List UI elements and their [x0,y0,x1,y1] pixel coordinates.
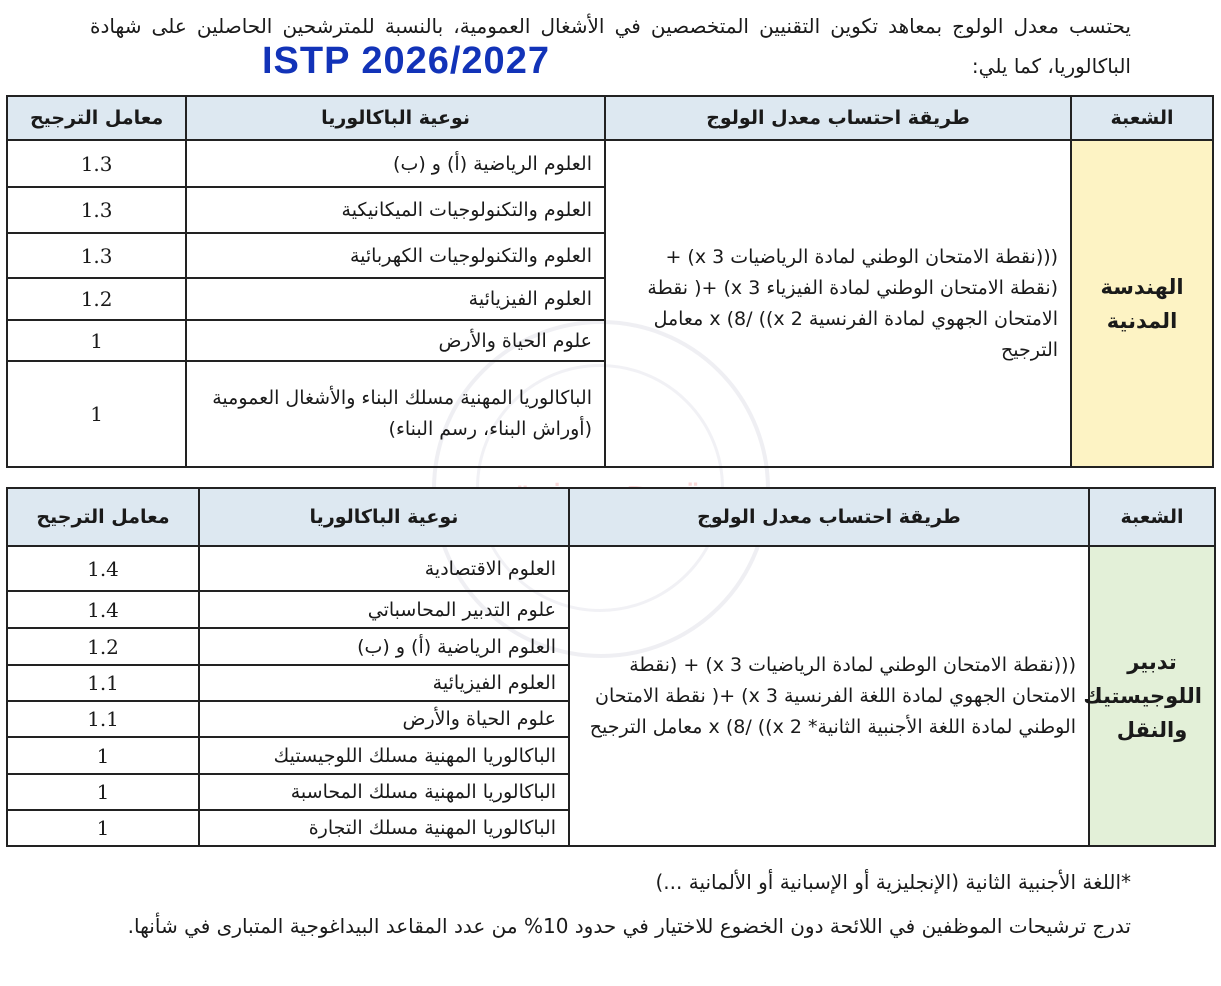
coef-cell: 1 [7,361,186,467]
intro-paragraph: يحتسب معدل الولوج بمعاهد تكوين التقنيين المتخصصين في الأشغال العمومية، بالنسبة للمترشحين الحاصلين على شهادة الباكالوريا، كما يلي: [90,14,1131,78]
bac-cell: العلوم الرياضية (أ) و (ب) [199,628,569,665]
coef-cell: 1.1 [7,665,199,701]
header-bac: نوعية الباكالوريا [186,96,605,140]
coef-cell: 1.3 [7,140,186,187]
method-cell: (((نقطة الامتحان الوطني لمادة الرياضيات x 3) + (نقطة الامتحان الوطني لمادة الفيزياء x 3) +( نقطة الامتحان الجهوي لمادة الفرنسية x 2)) /8) x معامل الترجيح [605,140,1071,467]
coef-cell: 1.3 [7,187,186,233]
coef-cell: 1 [7,810,199,846]
coef-cell: 1 [7,320,186,361]
branch-cell: الهندسة المدنية [1071,140,1213,467]
bac-cell: العلوم الفيزيائية [186,278,605,320]
bac-cell: العلوم والتكنولوجيات الكهربائية [186,233,605,278]
coef-cell: 1.4 [7,546,199,591]
bac-cell: علوم الحياة والأرض [186,320,605,361]
bac-cell: الباكالوريا المهنية مسلك التجارة [199,810,569,846]
bac-cell: الباكالوريا المهنية مسلك المحاسبة [199,774,569,810]
header-coef: معامل الترجيح [7,488,199,546]
coef-cell: 1 [7,774,199,810]
header-branch: الشعبة [1089,488,1215,546]
bac-cell: الباكالوريا المهنية مسلك البناء والأشغال العمومية (أوراش البناء، رسم البناء) [186,361,605,467]
logistics-table [6,487,1216,847]
header-bac: نوعية الباكالوريا [199,488,569,546]
header-coef: معامل الترجيح [7,96,186,140]
civil-engineering-table [6,95,1214,468]
header-method: طريقة احتساب معدل الولوج [569,488,1089,546]
coef-cell: 1.1 [7,701,199,737]
bac-cell: علوم التدبير المحاسباتي [199,591,569,628]
bac-cell: الباكالوريا المهنية مسلك اللوجيستيك [199,737,569,774]
footnote: *اللغة الأجنبية الثانية (الإنجليزية أو الإسبانية أو الألمانية ...) [655,870,1131,894]
header-method: طريقة احتساب معدل الولوج [605,96,1071,140]
coef-cell: 1.3 [7,233,186,278]
coef-cell: 1.2 [7,278,186,320]
coef-cell: 1.2 [7,628,199,665]
bac-cell: العلوم الاقتصادية [199,546,569,591]
closing-paragraph: تدرج ترشيحات الموظفين في اللائحة دون الخضوع للاختيار في حدود 10% من عدد المقاعد البيداغوجية المتبارى في شأنها. [127,914,1131,938]
bac-cell: العلوم الفيزيائية [199,665,569,701]
istp-badge: ISTP 2026/2027 [262,40,550,82]
header-branch: الشعبة [1071,96,1213,140]
bac-cell: العلوم والتكنولوجيات الميكانيكية [186,187,605,233]
branch-cell: تدبير اللوجيستيك والنقل [1089,546,1215,846]
coef-cell: 1.4 [7,591,199,628]
bac-cell: العلوم الرياضية (أ) و (ب) [186,140,605,187]
coef-cell: 1 [7,737,199,774]
method-cell: (((نقطة الامتحان الوطني لمادة الرياضيات x 3) + (نقطة الامتحان الجهوي لمادة اللغة الفرنسية x 3) +( نقطة الامتحان الوطني لمادة اللغة الأجنبية الثانية* x 2)) /8) x معامل الترجيح [569,546,1089,846]
bac-cell: علوم الحياة والأرض [199,701,569,737]
